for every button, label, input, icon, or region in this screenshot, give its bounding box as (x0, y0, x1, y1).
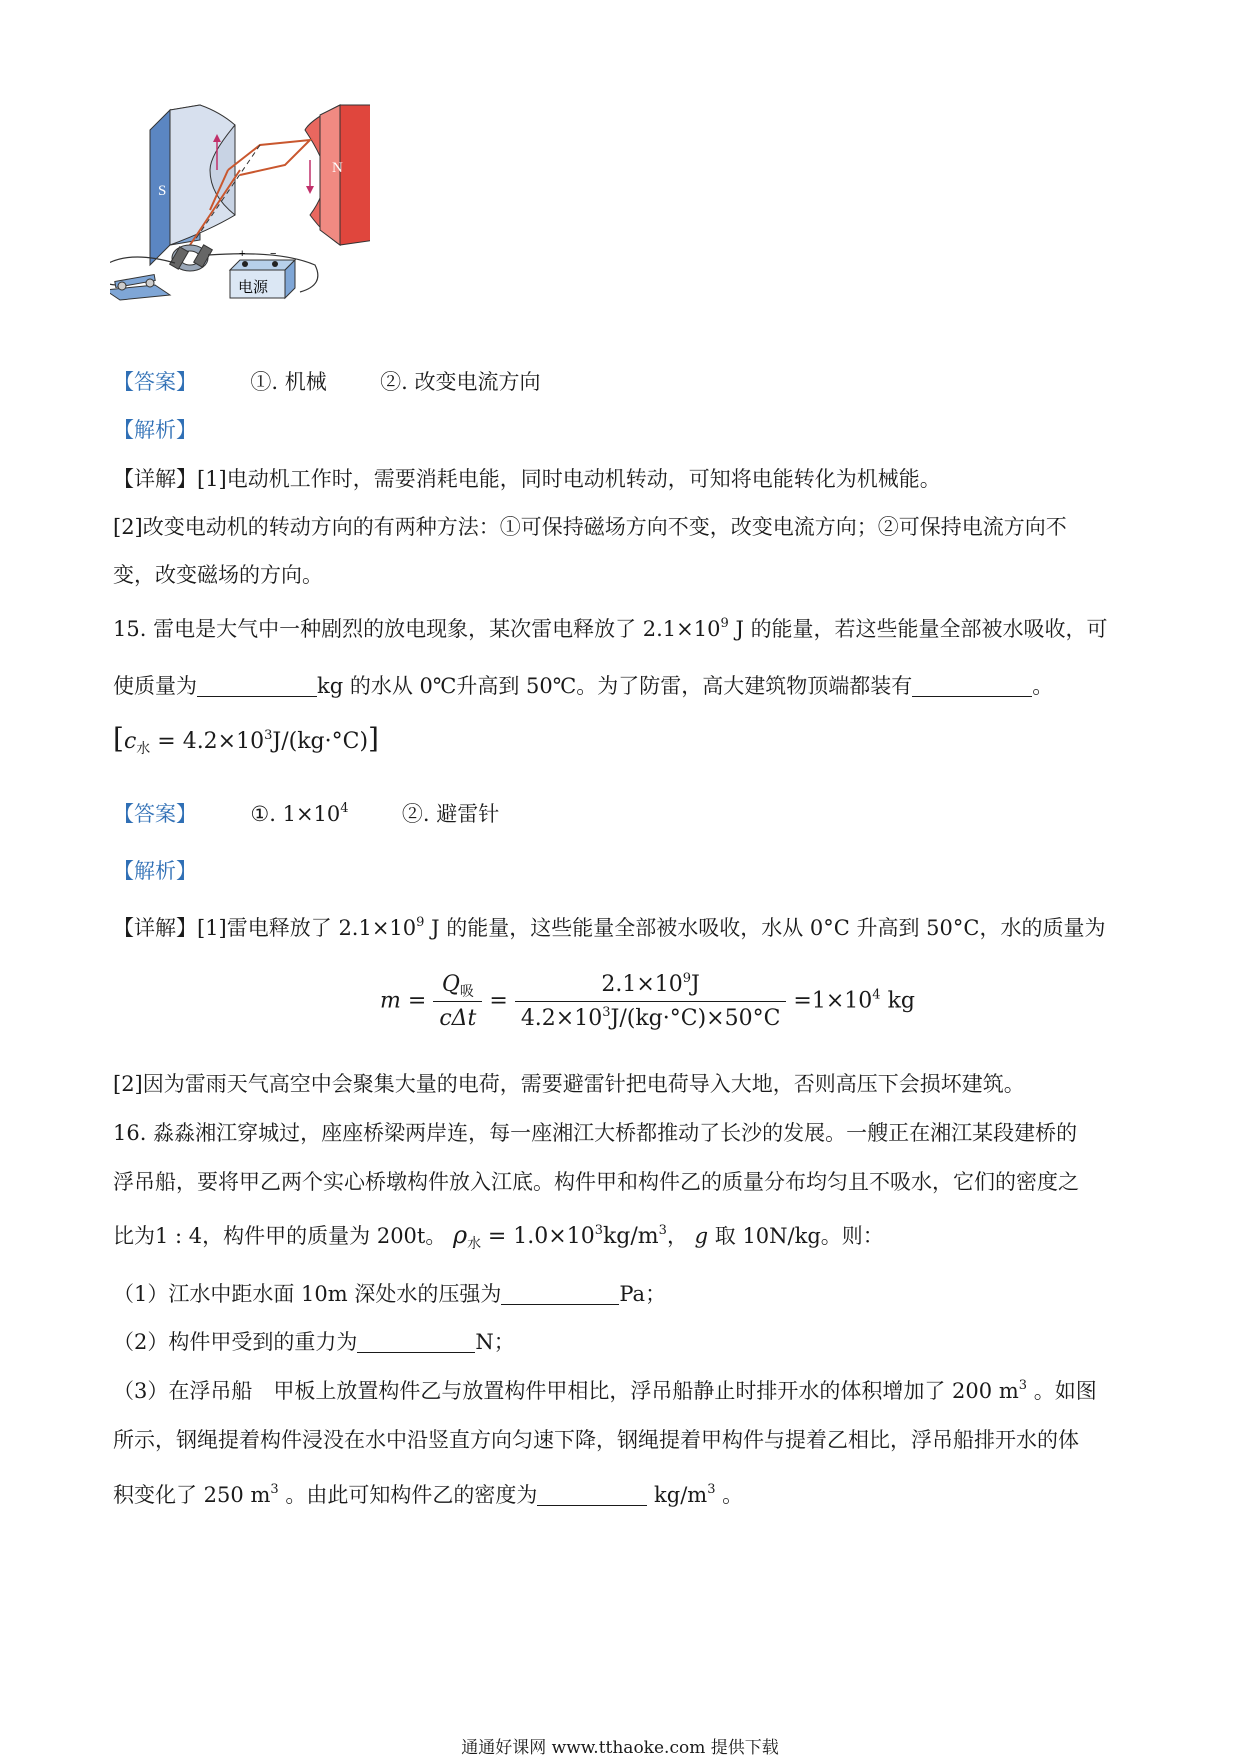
analysis-15-heading: 【解析】 (113, 859, 197, 883)
specific-heat-note: $[c_水 = 4.2\times 10^3J/(kg\cdot^\circ C)]$ (113, 722, 379, 757)
fraction-2: $\frac{2.1\times 10^9J}{4.2\times 10^3J/(kg\cdot^\circ C)\times 50^\circ C}$ (515, 972, 787, 1031)
power-source-label: 电源 (238, 278, 269, 296)
motor-diagram (110, 100, 370, 340)
s-pole-label: S (158, 183, 167, 199)
question-16-line1: 16. 淼淼湘江穿城过，座座桥梁两岸连，每一座湘江大桥都推动了长沙的发展。一艘正在湘江某段建桥的 (113, 1121, 1078, 1145)
battery-minus: − (270, 248, 277, 260)
answer-15: 【答案】 ①. $1\times 10^4$ ②. 避雷针 (113, 801, 500, 826)
question-16-line2: 浮吊船，要将甲乙两个实心桥墩构件放入江底。构件甲和构件乙的质量分布均匀且不吸水，它们的密度之 (113, 1170, 1079, 1194)
gravity-blank[interactable] (357, 1332, 475, 1353)
question-16-line4: 所示，钢绳提着构件浸没在水中沿竖直方向匀速下降，钢绳提着甲构件与提着乙相比，浮吊船排开水的体 (113, 1428, 1079, 1452)
analysis-14-heading: 【解析】 (113, 418, 197, 442)
fraction-1: $\frac{Q_吸}{\text{cΔt}}$ (433, 972, 482, 1031)
question-15-line2: 使质量为 kg 的水从 0℃升高到 50℃。为了防雷，高大建筑物顶端都装有 。 (113, 674, 1054, 698)
detail-14-line2: [2]改变电动机的转动方向的有两种方法：①可保持磁场方向不变，改变电流方向；②可保持电流方向不 (113, 515, 1067, 539)
mass-formula: m = $\frac{Q_吸}{\text{cΔt}}$ = $\frac{2.1\times 10^9J}{4.2\times 10^3J/(kg\cdot^\circ C)\times 50^\circ C}$ $=1\times 10^4$ kg (380, 971, 915, 1031)
detail-15-line2: [2]因为雷雨天气高空中会聚集大量的电荷，需要避雷针把电荷导入大地，否则高压下会损坏建筑。 (113, 1072, 1025, 1096)
answer-14-2: ②. 改变电流方向 (380, 370, 541, 394)
page-footer: 通通好课网 www.tthaoke.com 提供下载 (461, 1738, 779, 1758)
question-16-line5: 积变化了 250 $m^3$ 。由此可知构件乙的密度为 $kg/m^3$ 。 (113, 1482, 744, 1507)
answer-14 (113, 366, 540, 396)
question-16-sub1: （1）江水中距水面 10m 深处水的压强为 Pa； (113, 1282, 667, 1306)
detail-14-line3: 变，改变磁场的方向。 (113, 563, 323, 587)
question-16-line3: 比为1 : 4，构件甲的质量为 200t。 $\rho_水 = 1.0\times 10^3kg/m^3$， g 取 10N/kg。则： (113, 1221, 884, 1252)
question-16-sub2: （2）构件甲受到的重力为 N； (113, 1330, 515, 1354)
detail-14-line1: 【详解】[1]电动机工作时，需要消耗电能，同时电动机转动，可知将电能转化为机械能。 (113, 467, 941, 491)
detail-15-line1: 【详解】[1]雷电释放了 $2.1\times 10^9$ J 的能量，这些能量全部被水吸收，水从 0°C 升高到 50°C，水的质量为 (113, 915, 1106, 940)
answer-tag: 【答案】 (113, 370, 197, 394)
lightning-rod-blank[interactable] (912, 676, 1032, 697)
n-pole-label: N (332, 160, 343, 176)
question-16-sub3: （3）在浮吊船 甲板上放置构件乙与放置构件甲相比，浮吊船静止时排开水的体积增加了 200 $m^3$ 。如图 (113, 1378, 1097, 1403)
mass-blank[interactable] (197, 676, 317, 697)
density-blank[interactable] (537, 1485, 647, 1506)
pressure-blank[interactable] (501, 1284, 619, 1305)
question-15-line1: 15. 雷电是大气中一种剧烈的放电现象，某次雷电释放了 $2.1\times 10^9$ J 的能量，若这些能量全部被水吸收，可 (113, 616, 1108, 641)
battery-plus: + (239, 248, 246, 260)
answer-14-1: ①. 机械 (250, 370, 327, 394)
